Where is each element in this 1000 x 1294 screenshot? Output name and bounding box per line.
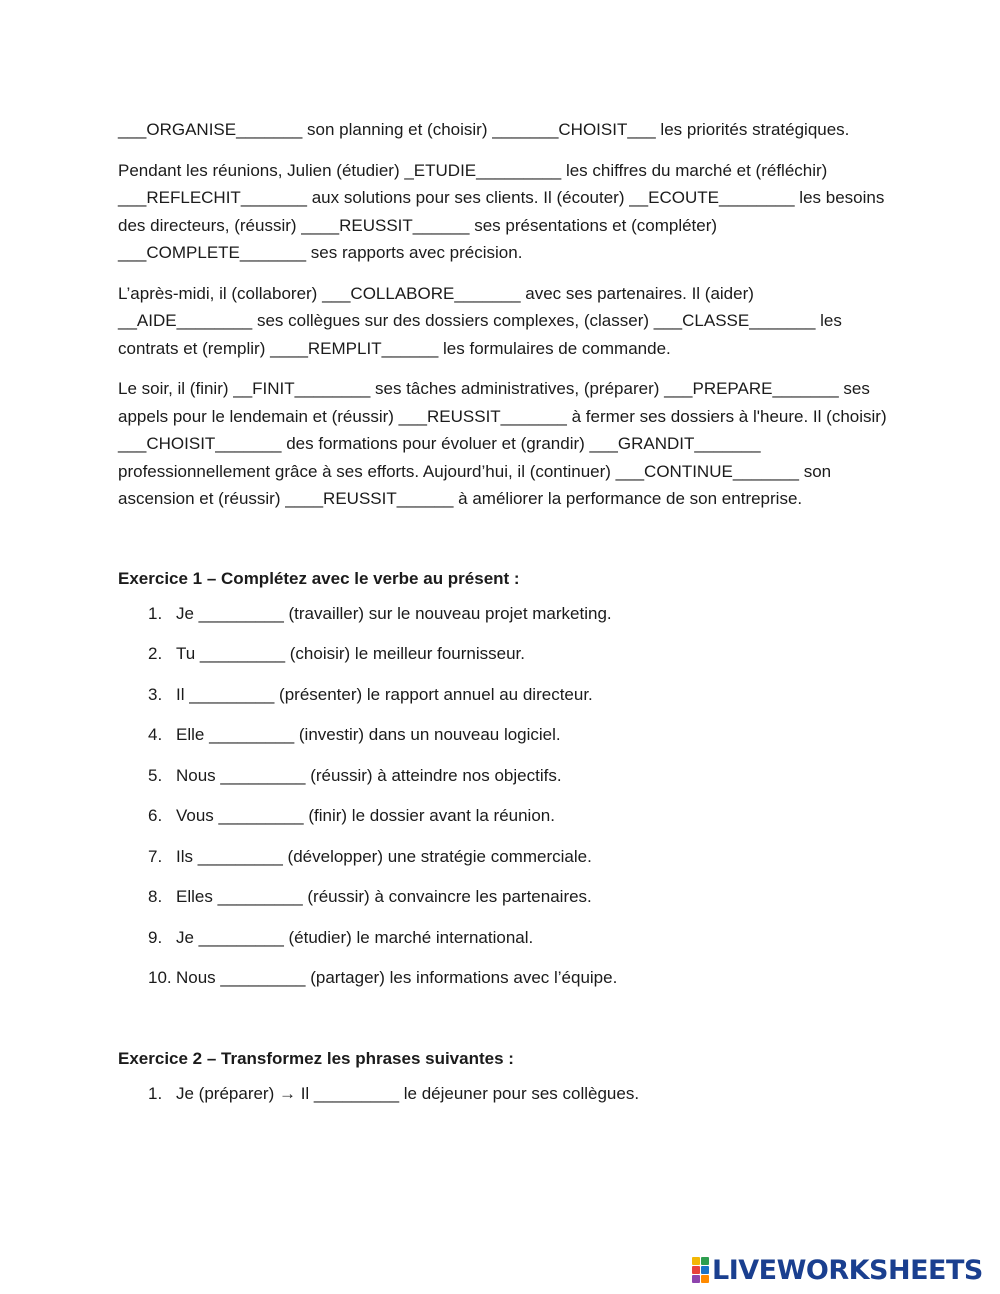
exercise-2-heading: Exercice 2 – Transformez les phrases suivantes : (118, 1048, 514, 1068)
list-item (118, 642, 888, 683)
exercise-1-heading: Exercice 1 – Complétez avec le verbe au présent : (118, 568, 520, 588)
list-item (118, 885, 888, 926)
item-text: Vous _________ (finir) le dossier avant la réunion. (176, 806, 555, 825)
list-item (118, 966, 888, 1007)
exercise-2-list (118, 1082, 888, 1123)
item-number: 8. (148, 887, 163, 906)
item-number: 9. (148, 927, 163, 947)
item-number: 7. (148, 846, 163, 866)
item-number: 6. (148, 806, 163, 825)
item-number: 3. (148, 684, 163, 704)
list-item (118, 683, 888, 724)
item-number: 4. (148, 725, 163, 744)
item-text: Elles _________ (réussir) à convaincre les partenaires. (176, 887, 592, 906)
item-text: Je _________ (travailler) sur le nouveau projet marketing. (176, 603, 612, 623)
item-text: Nous _________ (partager) les informations avec l’équipe. (176, 968, 618, 987)
list-item (118, 926, 888, 967)
paragraph-2: Pendant les réunions, Julien (étudier) _ETUDIE_________ les chiffres du marché et (réfléchir) ___REFLECHIT_______ aux solutions pour ses clients. Il (écouter) __ECOUTE________ les besoins des directeurs, (réussir) ____REUSSIT______ ses présentations et (compléter) ___COMPLETE_______ ses rapports avec précision. (118, 160, 885, 262)
item-number: 10. (148, 968, 172, 987)
logo-mark-icon (692, 1257, 709, 1283)
item-number: 5. (148, 765, 163, 785)
logo-text: LIVEWORKSHEETS (712, 1254, 983, 1286)
item-text: Il _________ (présenter) le rapport annuel au directeur. (176, 684, 593, 704)
item-text: Elle _________ (investir) dans un nouveau logiciel. (176, 725, 561, 744)
logo-tile (692, 1275, 700, 1283)
list-item (118, 804, 888, 845)
liveworksheets-logo (692, 1254, 983, 1286)
list-item (118, 764, 888, 805)
list-item (118, 602, 888, 643)
list-item (118, 1082, 888, 1123)
paragraph-1: ___ORGANISE_______ son planning et (choisir) _______CHOISIT___ les priorités stratégiques. (118, 120, 850, 139)
item-number: 2. (148, 644, 163, 663)
item-text: Je _________ (étudier) le marché international. (176, 927, 534, 947)
logo-tile (692, 1266, 700, 1274)
list-item (118, 845, 888, 886)
item-number: 1. (148, 1083, 163, 1103)
item-text: Nous _________ (réussir) à atteindre nos objectifs. (176, 765, 562, 785)
item-number: 1. (148, 603, 163, 623)
logo-tile (701, 1275, 709, 1283)
logo-tile (701, 1266, 709, 1274)
item-text: Tu _________ (choisir) le meilleur fournisseur. (176, 644, 525, 663)
exercise-1-list (118, 602, 888, 1007)
item-text: Je (préparer) → Il _________ le déjeuner pour ses collègues. (176, 1083, 640, 1103)
paragraph-3: L’après-midi, il (collaborer) ___COLLABORE_______ avec ses partenaires. Il (aider) __AIDE________ ses collègues sur des dossiers complexes, (classer) ___CLASSE_______ les contrats et (remplir) ____REMPLIT______ les formulaires de commande. (118, 283, 842, 358)
logo-tile (692, 1257, 700, 1265)
logo-tile (701, 1257, 709, 1265)
paragraph-4: Le soir, il (finir) __FINIT________ ses tâches administratives, (préparer) ___PREPARE_______ ses appels pour le lendemain et (réussir) ___REUSSIT_______ à fermer ses dossiers à l'heure. Il (choisir) ___CHOISIT_______ des formations pour évoluer et (grandir) ___GRANDIT_______ professionnellement grâce à ses efforts. Aujourd’hui, il (continuer) ___CONTINUE_______ son ascension et (réussir) ____REUSSIT______ à améliorer la performance de son entreprise. (118, 379, 887, 508)
list-item (118, 723, 888, 764)
worksheet-page (118, 116, 888, 1122)
item-text: Ils _________ (développer) une stratégie commerciale. (176, 846, 592, 866)
